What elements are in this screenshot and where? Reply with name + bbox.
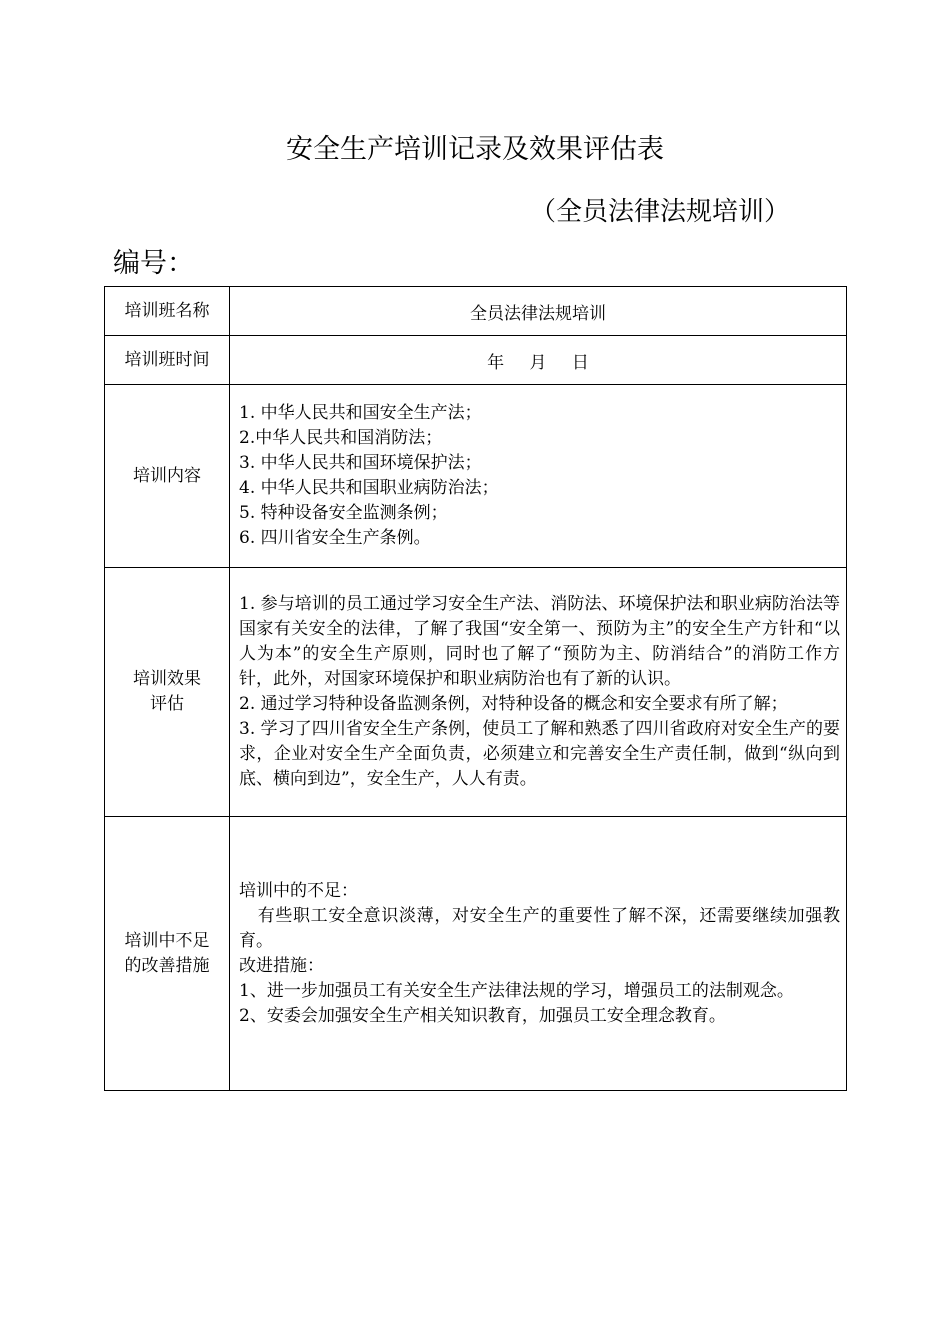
improvement-label bbox=[105, 817, 230, 1091]
improvement-label-line: 的改善措施 bbox=[124, 955, 210, 976]
improvement-text bbox=[230, 817, 847, 1091]
evaluation-label-line: 评估 bbox=[150, 694, 184, 714]
date-day: 日 bbox=[571, 352, 589, 373]
training-content-list bbox=[230, 385, 847, 568]
measure-item: 2、安委会加强安全生产相关知识教育，加强员工安全理念教育。 bbox=[239, 1005, 726, 1026]
table-row-content bbox=[105, 385, 847, 568]
training-time-label: 培训班时间 bbox=[105, 336, 230, 385]
training-record-table bbox=[104, 286, 847, 1091]
evaluation-text bbox=[230, 568, 847, 817]
training-content-label: 培训内容 bbox=[105, 385, 230, 568]
training-name-value: 全员法律法规培训 bbox=[230, 287, 847, 336]
evaluation-paragraph: 1. 参与培训的员工通过学习安全生产法、消防法、环境保护法和职业病防治法等国家有关安全的法律，了解了我国“安全第一、预防为主”的安全生产方针和“以人为本”的安全生产原则，同时也了解了“预防为主、防消结合”的消防工作方针，此外，对国家环境保护和职业病防治也有了新的认识。 bbox=[239, 594, 840, 689]
table-row-evaluation bbox=[105, 568, 847, 817]
date-year: 年 bbox=[487, 352, 505, 373]
content-item: 1. 中华人民共和国安全生产法； bbox=[239, 403, 482, 423]
measure-item: 1、进一步加强员工有关安全生产法律法规的学习，增强员工的法制观念。 bbox=[239, 980, 794, 1001]
document-subtitle: （全员法律法规培训） bbox=[530, 197, 791, 227]
measures-heading: 改进措施： bbox=[239, 955, 324, 976]
evaluation-label-line: 培训效果 bbox=[133, 669, 201, 689]
training-time-value bbox=[230, 336, 847, 385]
evaluation-paragraph: 3. 学习了四川省安全生产条例，使员工了解和熟悉了四川省政府对安全生产的要求，企业对安全生产全面负责，必须建立和完善安全生产责任制，做到“纵向到底、横向到边”，安全生产，人人有责。 bbox=[239, 719, 840, 789]
table-row-name bbox=[105, 287, 847, 336]
content-item: 6. 四川省安全生产条例。 bbox=[239, 528, 431, 548]
table-row-improvement bbox=[105, 817, 847, 1091]
training-name-label: 培训班名称 bbox=[105, 287, 230, 336]
shortfall-heading: 培训中的不足： bbox=[239, 880, 358, 901]
evaluation-label bbox=[105, 568, 230, 817]
content-item: 3. 中华人民共和国环境保护法； bbox=[239, 453, 482, 473]
content-item: 4. 中华人民共和国职业病防治法； bbox=[239, 478, 499, 498]
evaluation-paragraph: 2. 通过学习特种设备监测条例，对特种设备的概念和安全要求有所了解； bbox=[239, 694, 788, 714]
content-item: 2.中华人民共和国消防法； bbox=[239, 428, 443, 448]
improvement-label-line: 培训中不足 bbox=[124, 930, 210, 951]
document-number-label: 编号： bbox=[113, 248, 194, 279]
document-title: 安全生产培训记录及效果评估表 bbox=[286, 134, 664, 165]
table-row-time bbox=[105, 336, 847, 385]
shortfall-text: 有些职工安全意识淡薄，对安全生产的重要性了解不深，还需要继续加强教育。 bbox=[239, 905, 840, 951]
content-item: 5. 特种设备安全监测条例； bbox=[239, 503, 448, 523]
date-month: 月 bbox=[529, 352, 547, 373]
